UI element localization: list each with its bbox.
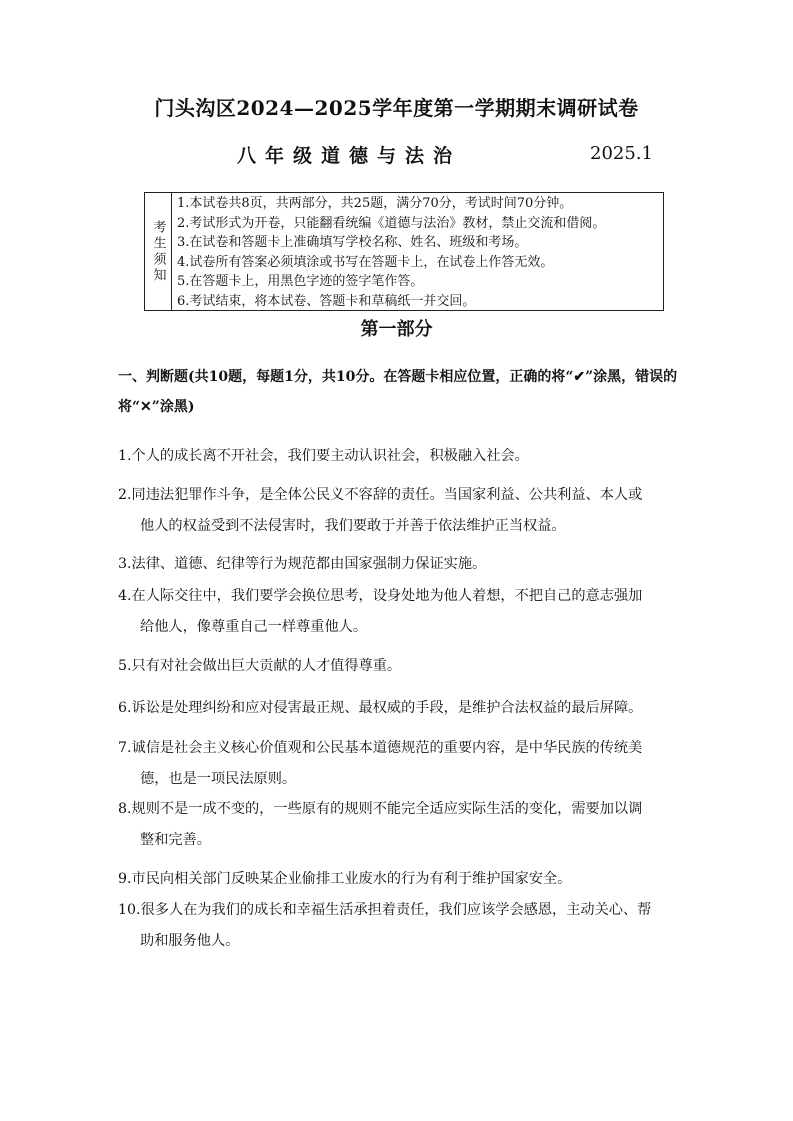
- notice-item: 5.在答题卡上，用黑色字迹的签字笔作答。: [177, 274, 424, 289]
- question-text: 1.个人的成长离不开社会，我们要主动认识社会，积极融入社会。: [118, 448, 529, 464]
- question-text-continued: 给他人，像尊重自己一样尊重他人。: [140, 619, 368, 635]
- candidate-notice-box: [144, 192, 664, 311]
- exam-subtitle: 八年级道德与法治: [237, 145, 462, 167]
- question-1: [118, 441, 683, 472]
- notice-item: 2.考试形式为开卷，只能翻看统编《道德与法治》教材，禁止交流和借阅。: [177, 215, 606, 231]
- question-2: [118, 480, 683, 542]
- question-5: [118, 651, 683, 682]
- question-text-continued: 德，也是一项民法原则。: [140, 771, 297, 787]
- notice-label-cell: [145, 193, 172, 310]
- notice-item: 3.在试卷和答题卡上准确填写学校名称、姓名、班级和考场。: [177, 235, 528, 250]
- question-10: [118, 895, 683, 957]
- section-heading: 一、判断题(共10题，每题1分，共10分。在答题卡相应位置，正确的将“✔”涂黑，错误的将“✕”涂黑): [118, 369, 678, 415]
- notice-list: [177, 194, 605, 311]
- notice-item: 4.试卷所有答案必须填涂或书写在答题卡上，在试卷上作答无效。: [177, 254, 554, 270]
- part-title: 第一部分: [360, 319, 433, 340]
- question-9: [118, 864, 683, 895]
- question-8: [118, 794, 683, 856]
- question-3: [118, 549, 683, 580]
- exam-title: 门头沟区2024—2025学年度第一学期期末调研试卷: [154, 96, 639, 120]
- question-text-continued: 他人的权益受到不法侵害时，我们要敢于并善于依法维护正当权益。: [140, 518, 566, 534]
- question-text: 6.诉讼是处理纠纷和应对侵害最正规、最权威的手段，是维护合法权益的最后屏障。: [118, 700, 643, 716]
- question-text: 4.在人际交往中，我们要学会换位思考，设身处地为他人着想，不把自己的意志强加: [118, 588, 643, 604]
- question-text: 7.诚信是社会主义核心价值观和公民基本道德规范的重要内容，是中华民族的传统美: [118, 740, 643, 756]
- notice-item: 6.考试结束，将本试卷、答题卡和草稿纸一并交回。: [177, 293, 476, 309]
- question-text: 9.市民向相关部门反映某企业偷排工业废水的行为有利于维护国家安全。: [118, 871, 572, 887]
- question-7: [118, 733, 683, 795]
- question-text-continued: 整和完善。: [140, 832, 211, 848]
- question-text: 10.很多人在为我们的成长和幸福生活承担着责任，我们应该学会感恩，主动关心、帮: [118, 902, 652, 918]
- notice-item: 1.本试卷共8页，共两部分，共25题，满分70分，考试时间70分钟。: [177, 196, 573, 211]
- question-6: [118, 693, 683, 724]
- question-4: [118, 581, 683, 643]
- question-text: 3.法律、道德、纪律等行为规范都由国家强制力保证实施。: [118, 556, 487, 572]
- question-text-continued: 助和服务他人。: [140, 933, 240, 949]
- notice-label: 考生须知: [150, 219, 166, 284]
- question-text: 2.同违法犯罪作斗争，是全体公民义不容辞的责任。当国家利益、公共利益、本人或: [118, 487, 643, 503]
- question-text: 5.只有对社会做出巨大贡献的人才值得尊重。: [118, 658, 402, 674]
- exam-date: 2025.1: [590, 143, 653, 164]
- question-text: 8.规则不是一成不变的，一些原有的规则不能完全适应实际生活的变化，需要加以调: [118, 801, 643, 817]
